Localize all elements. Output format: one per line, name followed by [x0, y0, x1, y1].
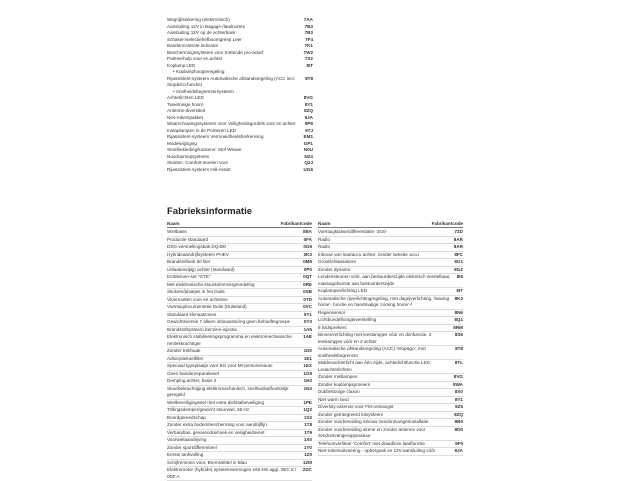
option-name: Aansluiting 12V op de achterbank: [167, 30, 236, 35]
option-code: 7AA: [303, 17, 313, 22]
option-code: 8VG: [453, 374, 463, 379]
option-name: Inbouw van startaccu achter, zonder tweede accu: [318, 251, 419, 257]
option-name: Rijassistent-systeem Hill-Assist: [167, 166, 231, 172]
option-code: 0SB: [303, 289, 312, 294]
option-code: Q2J: [304, 160, 313, 165]
header-name: Naam: [318, 221, 331, 226]
option-code: 8FC: [454, 251, 463, 257]
option-code: 8G1: [454, 259, 463, 264]
option-name: Niet-rokersuitvoering - opbergvak en 12V-aansluiting vóór: [318, 448, 436, 453]
option-name: Telefoonverliteur 'Comfort' met draadloze laadfunctie: [318, 440, 425, 446]
option-name: Niet-rokerspakket: [167, 114, 203, 120]
option-name: Geen bandenreparatieset: [167, 370, 220, 376]
table-row: [167, 244, 312, 252]
option-name: Zonder geïntegreerd tolsysteem: [318, 411, 384, 417]
option-code: 9JA: [454, 448, 463, 453]
option-name: Achterlichten LED: [167, 95, 204, 100]
option-name: Brandstofsysteem benzine-injectie: [167, 326, 237, 332]
option-name: Koplamp LED: [167, 62, 196, 68]
option-code: 0P0: [303, 266, 312, 272]
table-row: [167, 252, 312, 260]
option-name: Beschermingssysteem voor trottende pro-actief: [167, 49, 264, 55]
option-name: Demping achter, basis 2: [167, 378, 217, 383]
option-name: Speciaal typeplaatje voor EG voor MI-personenauto: [167, 363, 273, 368]
table-row: [167, 76, 313, 89]
table-header: [318, 221, 463, 228]
option-code: GP1: [303, 140, 313, 146]
table-row: [318, 419, 463, 427]
section-title: Fabrieksinformatie: [167, 206, 252, 217]
option-name: Zonder extra bodembescherming voor aandrijflijn: [167, 422, 267, 427]
table-row: [167, 304, 312, 312]
option-code: 7B3: [304, 23, 313, 29]
option-name: Voertuigdocumentatie Duits (Duitsland): [167, 304, 247, 309]
option-name: Vloermatten voor en achteren: [167, 296, 228, 302]
option-code: 8N6: [454, 309, 463, 315]
table-row: [167, 229, 312, 237]
table-row: [167, 312, 312, 320]
option-name: Dubbeltonige claxon: [318, 389, 360, 394]
table-row: [318, 360, 463, 374]
table-row: [318, 267, 463, 275]
option-code: 9P9: [304, 121, 313, 126]
table-row: [167, 274, 312, 282]
option-name: Brandstoftank 50 liter: [167, 259, 211, 264]
option-code: 0K3: [303, 251, 312, 257]
option-name: 8 luidsprekers: [318, 324, 347, 330]
option-code: 8Z5: [455, 404, 463, 409]
option-name: Boordgereedschap: [167, 414, 206, 420]
table-row: [318, 448, 463, 456]
option-code: 8IT: [456, 288, 463, 293]
table-row: [167, 267, 312, 275]
header-code: Fabrikantcode: [280, 221, 312, 226]
table-header: [167, 221, 312, 228]
option-code: 8K3: [454, 295, 463, 301]
option-code: EM1: [303, 134, 313, 139]
table-row: [167, 259, 312, 267]
option-code: 7K1: [304, 43, 313, 48]
table-row: [167, 467, 312, 481]
option-code: 1Z0: [304, 452, 312, 457]
option-name: Gewichtsversie 7 alleen inbouwsturing geen behoeftegroepe: [167, 319, 291, 324]
table-row: [167, 422, 312, 430]
option-name: Rijassistent-systeem Vermoeidheidsherkenning: [167, 134, 264, 139]
option-name: Binnenverlichting met leeslampjes vóór en dimfunctie, 2 leeslampjes vóór en 2 achter: [318, 332, 432, 344]
table-row: [167, 437, 312, 445]
header-code: Fabrikantcode: [431, 221, 463, 226]
option-code: 8T8: [455, 346, 463, 351]
table-row: [318, 427, 463, 441]
option-code: 8WA: [453, 381, 463, 387]
table-row: [167, 297, 312, 305]
factory-info-right-column: [318, 221, 463, 456]
option-name: Tweetonige hoorn: [167, 101, 204, 107]
table-row: [318, 288, 463, 296]
option-code: 0TD: [303, 296, 312, 302]
option-name: Radio: [318, 244, 331, 249]
option-code: 1D0: [303, 348, 312, 353]
option-code: 0Y3: [303, 319, 312, 324]
option-code: 8I6: [456, 274, 463, 279]
option-code: 1S3: [303, 414, 312, 420]
table-row: [167, 282, 312, 290]
option-name: Regensensor: [318, 309, 346, 315]
option-name: Zonder trekhaak: [167, 348, 201, 353]
option-code: 9D0: [454, 426, 463, 432]
option-code: 2DC: [302, 467, 312, 472]
option-code: 8S6: [454, 332, 463, 337]
option-name: Waarschuwingssysteem voor Veiligheidsgordels voor en achter: [167, 121, 296, 126]
option-code: 8RM: [453, 324, 463, 330]
option-code: 7ZD: [454, 229, 463, 234]
header-name: Naam: [167, 221, 180, 226]
option-name: Elektromotor (hybride) systeemvermogen 160 kW aggr. 0EC.8 / 0DF.A: [167, 467, 297, 479]
option-code: 0BA: [302, 229, 312, 234]
option-code: 0Y1: [303, 311, 312, 317]
option-name: Adsorptiekoelfilter: [167, 355, 204, 361]
option-code: 8AR: [453, 236, 463, 242]
option-name: Stickers/plaatjes in het Duits: [167, 289, 225, 294]
option-code: 0QT: [303, 274, 312, 279]
option-name: Noodoproepsysteem: [167, 153, 210, 159]
table-row: [167, 356, 312, 364]
table-row: [318, 412, 463, 420]
option-code: 1T9: [304, 429, 312, 435]
option-name: Zonder mistlampen: [318, 374, 358, 379]
option-code: 8AR: [453, 244, 463, 249]
option-code: 8T8: [305, 75, 313, 81]
table-row: [167, 460, 312, 468]
table-row: [167, 415, 312, 423]
option-code: 8Y1: [454, 396, 463, 402]
equipment-list: [167, 17, 313, 173]
option-name: Wielbasis: [167, 229, 187, 234]
bullet-item: • Koplamphoogteregeling: [173, 69, 225, 74]
table-row: [167, 371, 312, 379]
option-name: Eerste tankvulling: [167, 452, 204, 457]
option-code: UG6: [303, 166, 313, 172]
option-name: Elektronisch stabiliseringsprogramma en elektromechanische remlekkrachtiger: [167, 334, 292, 346]
table-row: [318, 229, 463, 237]
bullet-item: • Snelheidsbegrenzersysteem: [173, 88, 234, 94]
option-code: 1PE: [303, 399, 312, 405]
option-name: Schakel-/selectiehefboomgreep Leer: [167, 36, 242, 42]
option-code: 0M5: [303, 259, 312, 264]
option-code: 9F0: [455, 440, 463, 446]
table-row: [167, 363, 312, 371]
option-code: 8IT: [306, 62, 313, 68]
option-name: Zonder koplampsproeiers: [318, 381, 371, 387]
option-code: 7F4: [305, 36, 313, 42]
table-row: [167, 319, 312, 327]
option-code: 0VC: [303, 304, 312, 309]
table-row: [318, 252, 463, 260]
option-code: 9TJ: [305, 127, 313, 133]
table-row: [167, 407, 312, 415]
option-code: 8X0: [454, 389, 463, 394]
option-name: Lendensteunen vóór, aan bestuurderszijde elektrisch verstelbaar, massagefunctie aan bestuurderszijde: [318, 274, 451, 286]
option-name: Zonder voorbereiding sirene en zonder antenne voor zendontvangerapparatuur: [318, 426, 426, 438]
table-row: [318, 274, 463, 288]
option-code: 8ZQ: [304, 108, 313, 113]
option-name: Diversity-antenne voor FM-ontvangst: [318, 404, 394, 409]
option-name: Standaard klimaatzones: [167, 311, 217, 317]
table-row: [318, 317, 463, 325]
option-name: Uitlaateindpijp achter (standaard): [167, 266, 235, 272]
factory-info-left-column: [167, 221, 312, 481]
table-row: [318, 374, 463, 382]
table-row: [318, 310, 463, 318]
option-name: Zonder dynamo: [318, 266, 351, 272]
table-row: [167, 378, 312, 386]
table-row: [318, 346, 463, 360]
option-name: Stoelen: Comfort-stoelen voor: [167, 160, 229, 165]
option-name: Bandencontrole-indicator: [167, 43, 219, 48]
option-name: Radio: [318, 236, 331, 242]
table-row: [167, 289, 312, 297]
option-name: Instaplampen in de Portieren LED: [167, 127, 236, 133]
option-name: Parkeerhulp voor en achter: [167, 56, 223, 61]
option-code: 0G6: [303, 244, 312, 249]
option-code: 8Q1: [454, 317, 463, 322]
table-row: [167, 348, 312, 356]
option-name: Emblemen-set "GTE": [167, 274, 211, 279]
option-code: 0FA: [303, 236, 312, 242]
option-name: Rijassistent-systeem Automatische afstandsregeling (ACC incl. Stop&Go-functie): [167, 75, 295, 87]
option-code: 1H3: [303, 378, 312, 383]
option-code: 8GZ: [454, 266, 463, 272]
option-code: 1Y0: [303, 444, 312, 450]
table-row: [167, 400, 312, 408]
option-name: Verbandtas, gevarendriehoek en veiligheidsvest: [167, 429, 265, 435]
table-row: [318, 237, 463, 245]
option-code: 1T8: [304, 422, 312, 427]
option-name: Voertuigklasse/differentiatie -3G0-: [318, 229, 388, 234]
option-name: Hybrideaandrijfsysteem PHEV: [167, 251, 229, 257]
option-code: 9B0: [454, 419, 463, 424]
option-name: Trillingsdemper/gewicht stuurwiel, 36 Hz: [167, 407, 250, 412]
option-name: Zonder sportdifferentieel: [167, 444, 217, 450]
option-code: 1N3: [303, 385, 312, 391]
option-name: Automatische rijverlichtingregeling, met dagrijverlichting, 'leaving home'- functie en handmatige 'coming home'-f: [318, 295, 450, 307]
option-code: 8TL: [454, 360, 463, 365]
option-code: 1EX: [303, 363, 312, 368]
option-name: Aansluiting 12V in Bagage-/laadruimte: [167, 23, 246, 29]
option-name: Automatische afstandsregeling (ACC) 'Stop&go', met snelheidsbegrenzer: [318, 346, 426, 358]
option-code: N0U: [303, 147, 313, 152]
option-name: Lichtbundelhoogteverstelling: [318, 317, 377, 322]
table-row: [318, 325, 463, 333]
option-code: 7W2: [303, 49, 313, 55]
table-row: [167, 237, 312, 245]
table-row: [167, 386, 312, 400]
option-code: 8VG: [303, 95, 313, 100]
table-row: [318, 296, 463, 310]
table-row: [318, 259, 463, 267]
option-code: 7B3: [304, 30, 313, 35]
option-code: 1X0: [303, 437, 312, 442]
option-code: 1AE: [303, 334, 312, 339]
option-code: 0RE: [303, 281, 312, 287]
option-name: Koplampverlichting LED: [318, 288, 368, 293]
option-code: 1Q2: [303, 407, 312, 412]
option-code: 1E1: [303, 355, 312, 361]
table-row: [318, 441, 463, 449]
option-code: 7X2: [304, 56, 313, 61]
table-row: [167, 430, 312, 438]
option-name: Voorwielaandrijving: [167, 437, 207, 442]
option-code: 8Y1: [304, 101, 313, 107]
option-name: Wegrijblokkering (elektronisch): [167, 17, 230, 22]
option-name: Met elektronische stuurkolomvergrendeling: [167, 281, 255, 287]
table-row: [167, 445, 312, 453]
table-row: [318, 389, 463, 397]
option-name: Productie standaard: [167, 236, 209, 242]
table-row: [318, 332, 463, 346]
option-code: 1ZM: [302, 459, 312, 465]
table-row: [167, 452, 312, 460]
option-code: 9JA: [304, 114, 313, 120]
table-row: [167, 167, 313, 174]
option-name: Stuurbekrachtiging elektromechanisch, snelheidsafhankelijk geregeld: [167, 385, 289, 397]
option-name: Stoelbekleding/kussens: Stof Weave: [167, 147, 242, 152]
option-name: Modelwijziging: [167, 140, 197, 146]
table-row: [167, 327, 312, 335]
table-row: [318, 397, 463, 405]
option-code: 1A5: [303, 326, 312, 332]
option-name: Zonder voorbereiding inbouw zendontvangerinstallatie: [318, 419, 429, 424]
option-name: Middenachterlicht aan één zijde, achterlichtfunctie LED. Ledachterlichten: [318, 360, 432, 372]
option-name: Antenne-diversiteit: [167, 108, 206, 113]
option-name: Schijfremmen voor, Bremsstittel in Blau: [167, 459, 247, 465]
option-code: 8ZQ: [454, 411, 463, 417]
table-row: [318, 244, 463, 252]
table-row: [318, 382, 463, 390]
option-name: Niet warm land: [318, 396, 349, 402]
option-name: Wielbeveiligingsset met extra diefstalbeveiliging: [167, 399, 265, 405]
table-row: [318, 404, 463, 412]
option-code: 1G9: [303, 370, 312, 376]
option-code: NZ4: [304, 153, 313, 159]
option-name: DSG-versnellingsbak DQ400: [167, 244, 226, 249]
table-row: [167, 334, 312, 348]
option-name: Grootlichtassistent: [318, 259, 356, 264]
